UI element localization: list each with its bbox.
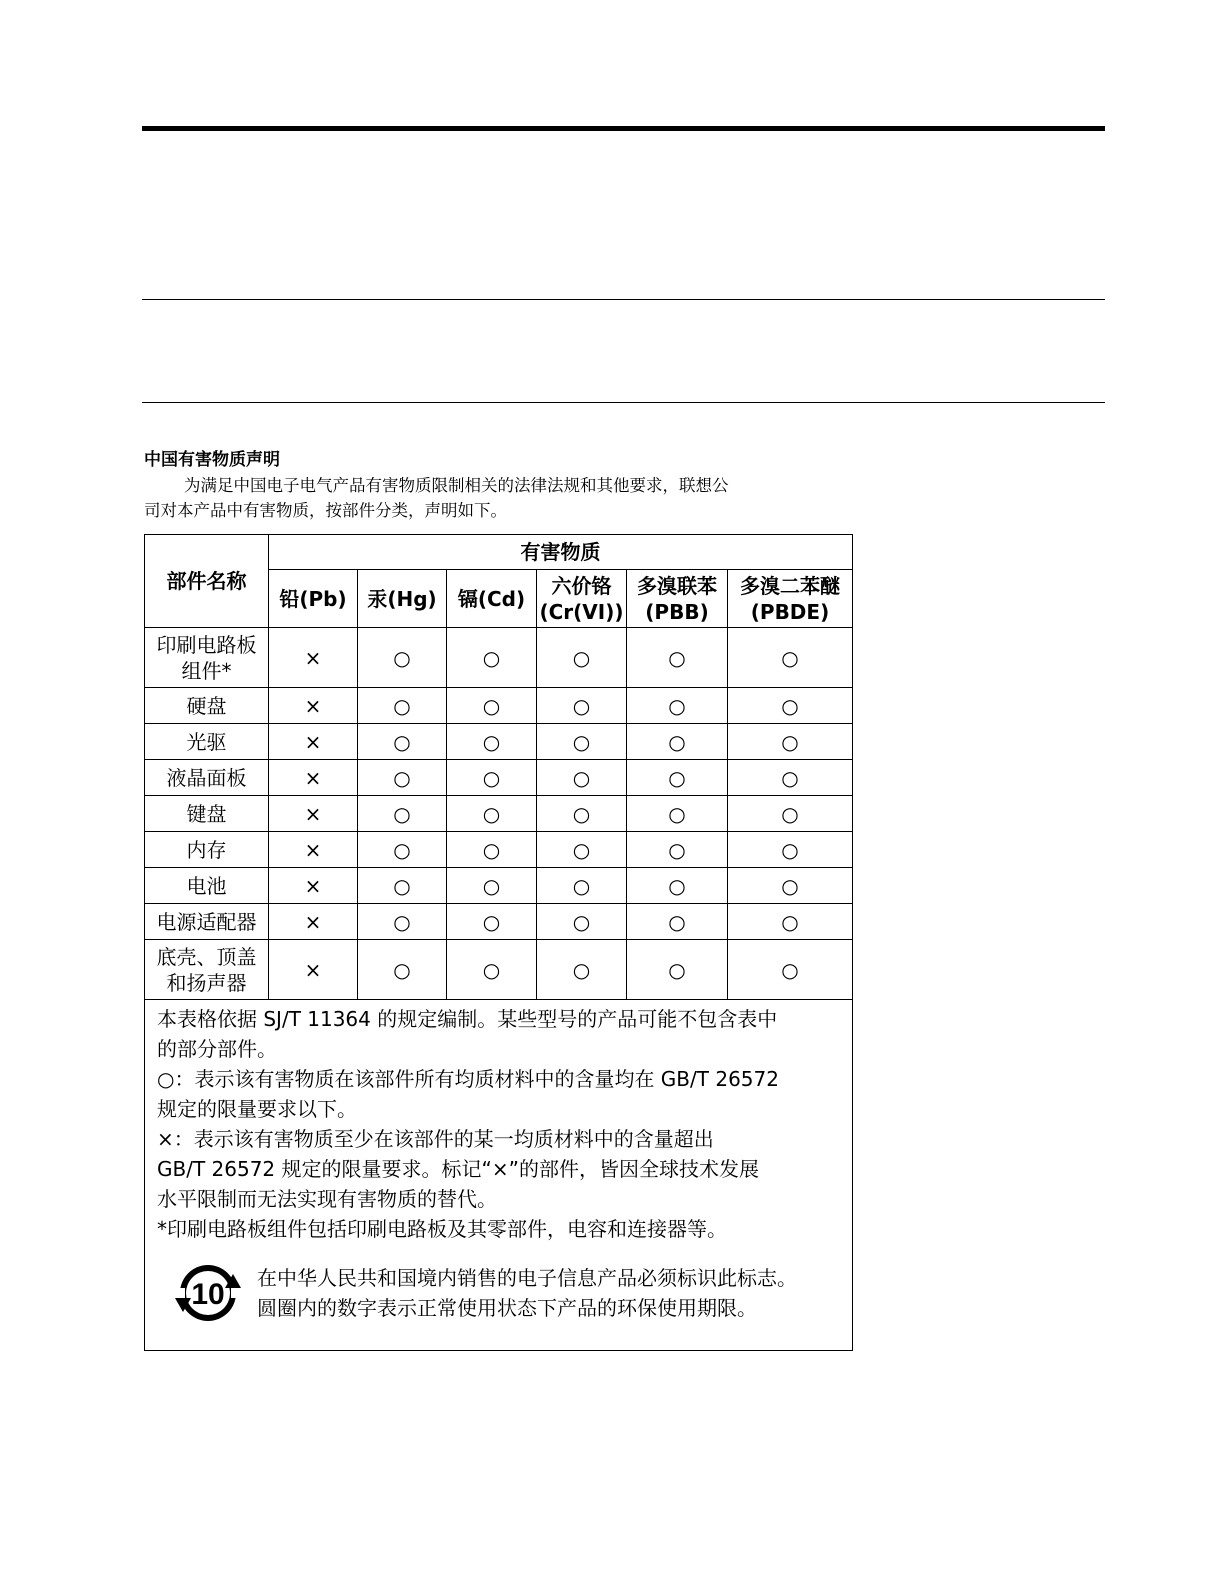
substance-mark-cell: ○ [537, 628, 627, 688]
substance-mark-cell: ○ [627, 796, 728, 832]
part-name-cell [145, 688, 269, 724]
part-name-cell [145, 904, 269, 940]
substance-mark-cell: ○ [728, 868, 853, 904]
substance-header-line: 镉(Cd) [457, 586, 526, 611]
intro-paragraph [144, 473, 856, 523]
note-line: *印刷电路板组件包括印刷电路板及其零部件，电容和连接器等。 [157, 1217, 727, 1241]
substance-mark-cell: × [269, 628, 358, 688]
substance-mark-cell: ○ [627, 868, 728, 904]
part-name-cell [145, 724, 269, 760]
substance-mark-cell: × [269, 796, 358, 832]
part-name-cell [145, 832, 269, 868]
table-row [145, 760, 853, 796]
substance-mark-cell: ○ [358, 868, 447, 904]
part-name-cell [145, 796, 269, 832]
substance-mark-cell: ○ [358, 904, 447, 940]
epup-line: 圆圈内的数字表示正常使用状态下产品的环保使用期限。 [257, 1296, 757, 1320]
substance-mark-cell: ○ [728, 796, 853, 832]
substance-mark-cell: ○ [358, 628, 447, 688]
note-line: ×：表示该有害物质至少在该部件的某一均质材料中的含量超出 [157, 1127, 714, 1151]
substance-mark-cell: ○ [447, 724, 537, 760]
epup-logo-number: 10 [191, 1278, 225, 1311]
table-row [145, 628, 853, 688]
epup-logo-icon [173, 1258, 243, 1328]
table-row [145, 832, 853, 868]
table-body [145, 628, 853, 1000]
substance-header [447, 570, 537, 628]
substance-mark-cell: × [269, 832, 358, 868]
part-name-cell [145, 868, 269, 904]
table-row [145, 904, 853, 940]
substance-mark-cell: ○ [627, 760, 728, 796]
substance-mark-cell: ○ [537, 940, 627, 1000]
note-line: 本表格依据 SJ/T 11364 的规定编制。某些型号的产品可能不包含表中 [157, 1007, 778, 1031]
top-thick-rule [142, 126, 1105, 131]
part-name-cell [145, 628, 269, 688]
intro-line: 司对本产品中有害物质，按部件分类，声明如下。 [144, 501, 507, 520]
substance-mark-cell: ○ [728, 628, 853, 688]
part-name-line: 键盘 [186, 801, 227, 826]
substance-header-line: 六价铬 [551, 573, 612, 598]
substance-header-line: 多溴二苯醚 [740, 573, 840, 598]
table-header-row [145, 535, 853, 570]
substance-mark-cell: ○ [358, 940, 447, 1000]
divider-rule [142, 299, 1105, 300]
substance-mark-cell: ○ [358, 832, 447, 868]
substance-header-line: 铅(Pb) [279, 586, 347, 611]
substance-mark-cell: ○ [358, 724, 447, 760]
substance-mark-cell: ○ [537, 868, 627, 904]
substance-mark-cell: ○ [447, 832, 537, 868]
substance-mark-cell: ○ [447, 760, 537, 796]
epup-line: 在中华人民共和国境内销售的电子信息产品必须标识此标志。 [257, 1266, 797, 1290]
substance-mark-cell: × [269, 904, 358, 940]
part-name-line: 光驱 [186, 729, 227, 754]
note-line: 规定的限量要求以下。 [157, 1097, 357, 1121]
substance-header-line: 汞(Hg) [367, 586, 437, 611]
part-name-line: 组件* [181, 658, 232, 683]
substance-header-line: (Cr(VI)) [539, 599, 624, 624]
substance-mark-cell: ○ [627, 832, 728, 868]
part-name-line: 底壳、顶盖 [156, 944, 257, 969]
table-row [145, 796, 853, 832]
substance-header-line: 多溴联苯 [637, 573, 717, 598]
epup-notice [173, 1258, 842, 1328]
substance-mark-cell: ○ [728, 760, 853, 796]
substance-mark-cell: ○ [627, 904, 728, 940]
substance-mark-cell: ○ [537, 724, 627, 760]
substance-mark-cell: × [269, 760, 358, 796]
table-row [145, 724, 853, 760]
table-row [145, 868, 853, 904]
substance-mark-cell: ○ [728, 688, 853, 724]
part-name-line: 电源适配器 [156, 909, 257, 934]
substance-mark-cell: × [269, 724, 358, 760]
section-heading: 中国有害物质声明 [144, 450, 280, 470]
epup-text [257, 1263, 797, 1323]
table-notes [145, 1000, 853, 1351]
substance-mark-cell: ○ [358, 760, 447, 796]
substance-mark-cell: ○ [627, 688, 728, 724]
substance-mark-cell: ○ [627, 628, 728, 688]
substance-mark-cell: × [269, 688, 358, 724]
substance-group-header: 有害物质 [269, 535, 853, 570]
substance-mark-cell: ○ [728, 724, 853, 760]
note-line: ○：表示该有害物质在该部件所有均质材料中的含量均在 GB/T 26572 [157, 1067, 779, 1091]
substance-mark-cell: ○ [447, 868, 537, 904]
part-name-line: 印刷电路板 [156, 632, 257, 657]
substance-header [358, 570, 447, 628]
substance-mark-cell: ○ [447, 904, 537, 940]
substance-mark-cell: ○ [447, 688, 537, 724]
part-name-header: 部件名称 [145, 535, 269, 628]
substance-mark-cell: × [269, 940, 358, 1000]
substance-mark-cell: × [269, 868, 358, 904]
substance-mark-cell: ○ [447, 796, 537, 832]
notes-list [157, 1004, 842, 1244]
table-row [145, 940, 853, 1000]
substance-header [728, 570, 853, 628]
substance-header-line: (PBDE) [750, 599, 830, 624]
note-line: 的部分部件。 [157, 1037, 277, 1061]
note-line: GB/T 26572 规定的限量要求。标记“×”的部件，皆因全球技术发展 [157, 1157, 759, 1181]
substance-mark-cell: ○ [537, 760, 627, 796]
part-name-line: 液晶面板 [166, 765, 247, 790]
substance-mark-cell: ○ [627, 940, 728, 1000]
substance-header [269, 570, 358, 628]
hazardous-substances-table [144, 534, 853, 1351]
part-name-cell [145, 940, 269, 1000]
substance-mark-cell: ○ [358, 796, 447, 832]
note-line: 水平限制而无法实现有害物质的替代。 [157, 1187, 497, 1211]
substance-mark-cell: ○ [627, 724, 728, 760]
table-row [145, 688, 853, 724]
substance-mark-cell: ○ [447, 628, 537, 688]
part-name-line: 和扬声器 [166, 970, 247, 995]
substance-header [537, 570, 627, 628]
substance-mark-cell: ○ [537, 832, 627, 868]
part-name-line: 电池 [186, 873, 227, 898]
substance-mark-cell: ○ [447, 940, 537, 1000]
intro-line: 为满足中国电子电气产品有害物质限制相关的法律法规和其他要求，联想公 [184, 476, 729, 495]
part-name-line: 内存 [186, 837, 227, 862]
part-name-line: 硬盘 [186, 693, 227, 718]
substance-mark-cell: ○ [537, 796, 627, 832]
substance-header [627, 570, 728, 628]
substance-mark-cell: ○ [537, 688, 627, 724]
substance-mark-cell: ○ [537, 904, 627, 940]
substance-header-line: (PBB) [645, 599, 709, 624]
part-name-cell [145, 760, 269, 796]
divider-rule [142, 402, 1105, 403]
substance-mark-cell: ○ [728, 904, 853, 940]
substance-mark-cell: ○ [728, 832, 853, 868]
substance-mark-cell: ○ [728, 940, 853, 1000]
substance-mark-cell: ○ [358, 688, 447, 724]
